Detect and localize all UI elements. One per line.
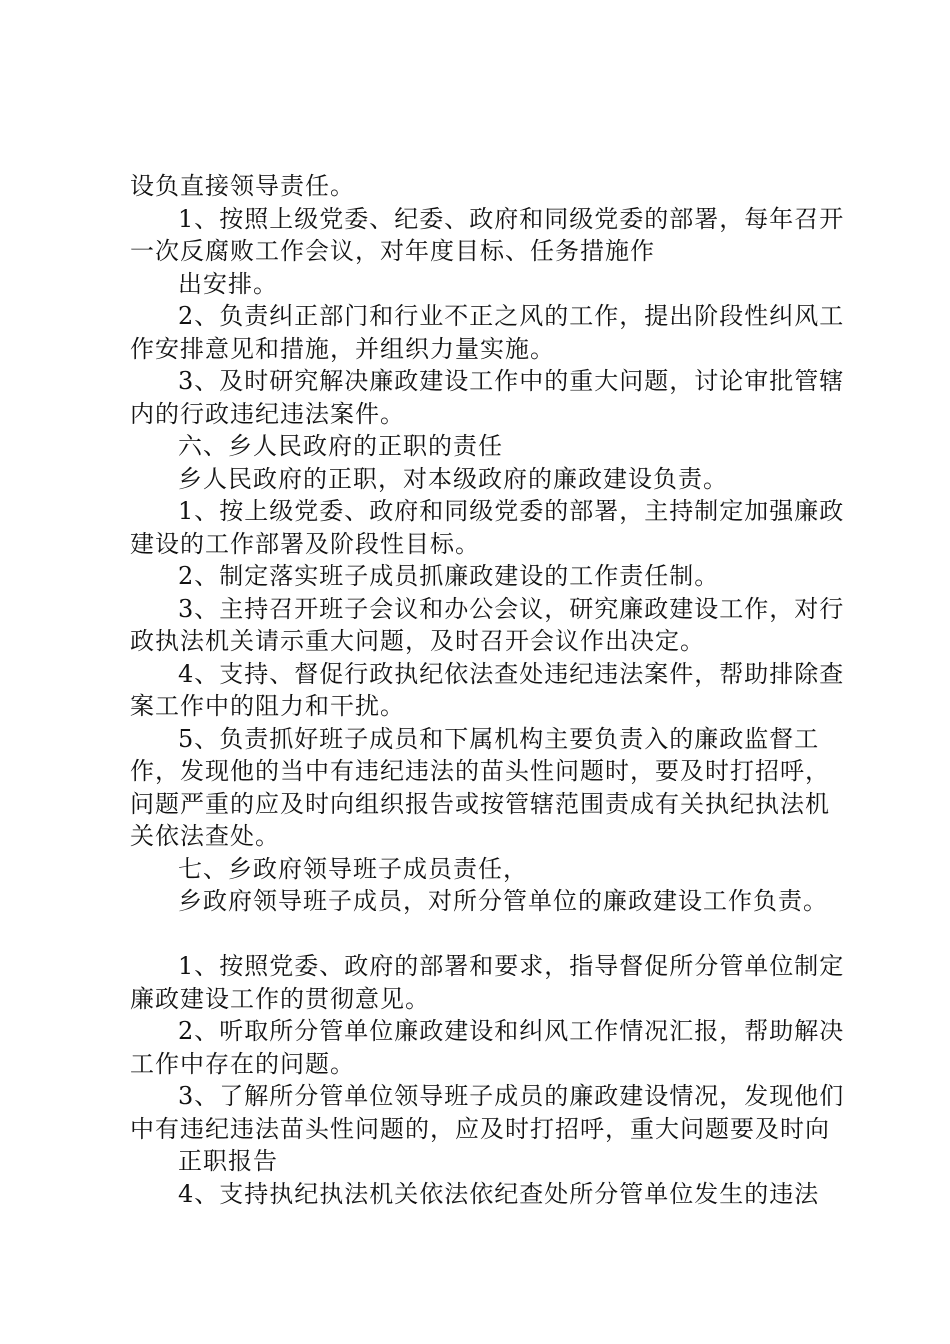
document-body <box>130 170 850 1210</box>
paragraph: 出安排。 <box>178 269 278 298</box>
paragraph: 2、负责纠正部门和行业不正之风的工作，提出阶段性纠风工作安排意见和措施，并组织力量实施。 <box>130 302 845 363</box>
paragraph: 4、支持、督促行政执纪依法查处违纪违法案件，帮助排除查案工作中的阻力和干扰。 <box>130 659 845 720</box>
paragraph: 乡政府领导班子成员，对所分管单位的廉政建设工作负责。 <box>178 887 828 915</box>
paragraph: 4、支持执纪执法机关依法依纪查处所分管单位发生的违法 <box>178 1179 820 1208</box>
paragraph: 1、按上级党委、政府和同级党委的部署，主持制定加强廉政建设的工作部署及阶段性目标。 <box>130 497 845 558</box>
paragraph: 乡人民政府的正职，对本级政府的廉政建设负责。 <box>178 464 728 493</box>
paragraph: 1、按照上级党委、纪委、政府和同级党委的部署，每年召开一次反腐败工作会议，对年度目标、任务措施作 <box>130 204 845 265</box>
paragraph: 2、制定落实班子成员抓廉政建设的工作责任制。 <box>178 562 720 590</box>
blank-line <box>130 918 850 951</box>
paragraph: 2、听取所分管单位廉政建设和纠风工作情况汇报，帮助解决工作中存在的问题。 <box>130 1017 845 1078</box>
paragraph: 3、主持召开班子会议和办公会议，研究廉政建设工作，对行政执法机关请示重大问题，及时召开会议作出决定。 <box>130 594 845 655</box>
paragraph: 5、负责抓好班子成员和下属机构主要负责入的廉政监督工作，发现他的当中有违纪违法的苗头性问题时，要及时打招呼，问题严重的应及时向组织报告或按管辖范围责成有关执纪执法机关依法查处。 <box>130 724 830 850</box>
paragraph: 正职报告 <box>178 1147 278 1175</box>
section-heading: 六、乡人民政府的正职的责任 <box>178 432 503 460</box>
paragraph: 设负直接领导责任。 <box>130 172 355 200</box>
paragraph: 3、及时研究解决廉政建设工作中的重大问题，讨论审批管辖内的行政违纪违法案件。 <box>130 367 845 428</box>
paragraph: 3、了解所分管单位领导班子成员的廉政建设情况，发现他们中有违纪违法苗头性问题的，应及时打招呼，重大问题要及时向 <box>130 1082 845 1143</box>
paragraph: 1、按照党委、政府的部署和要求，指导督促所分管单位制定廉政建设工作的贯彻意见。 <box>130 952 845 1013</box>
section-heading: 七、乡政府领导班子成员责任， <box>178 854 528 883</box>
